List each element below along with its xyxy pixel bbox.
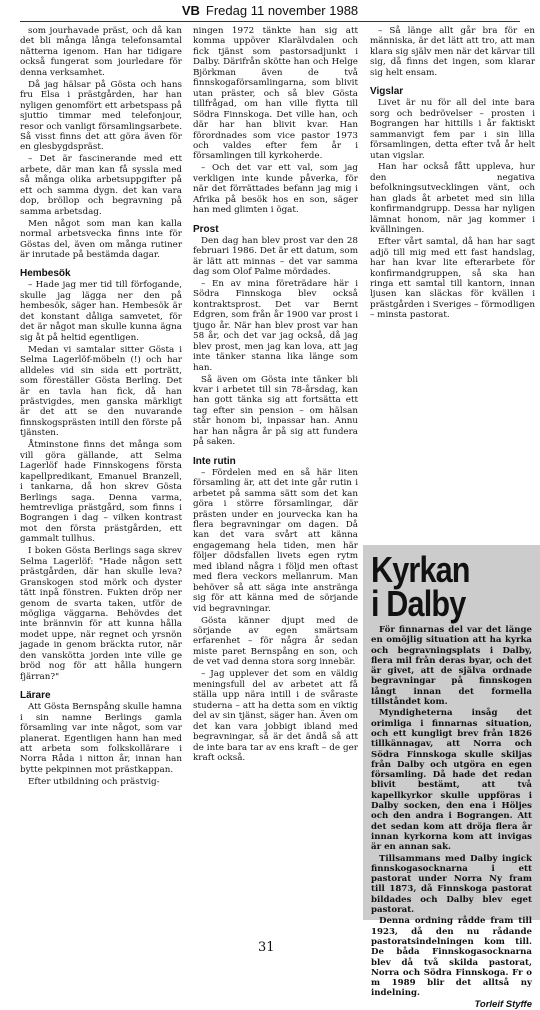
sidebar-paragraph: Myndigheterna insåg det orimliga i finnarnas situation, och ett kungligt brev från 1826 tillkännagav, att Norra och Södra Finnskoga skulle skiljas från Dalby och utgöra en egen församling. Då hade det redan blivit bestämt, att två kapellkyrkor skulle uppföras i Dalby socken, den ena i Höljes och den andra i Bograngen. Att det sedan kom att dröja flera år innan kyrkorna kom att invigas är en annan sak. — [371, 708, 532, 853]
sidebar-box — [363, 545, 540, 1010]
article-paragraph: Efter vårt samtal, då han har sagt adjö till mig med ett fast handslag, har han kvar lite efterarbete för konfirmandgruppen, så ska han ringa ett samtal till kantorn, innan ljusen kan släckas för kvällen i prästgården i Sveriges – förmodligen – minsta pastorat. — [370, 237, 535, 321]
article-paragraph: I boken Gösta Berlings saga skrev Selma Lagerlöf: "Hade någon sett prästgården, där han skulle leva? Granskogen stod mörk och dyster tätt inpå fönstren. Fukten dröp ner genom de svarta taken, utför de mögliga väggarna. Behövdes det inte brännvin för att kunna hålla modet uppe, när regnet och yrsnön jagade in genom bräckta rutor, när den vanskötta jorden inte ville ge bröd nog för att hålla hungern fjärran?" — [20, 546, 182, 682]
sidebar-paragraph: Denna ordning rådde fram till 1923, då den nu rådande pastoratsindelningen kom till. De båda Finnskogasocknarna blev då två skilda pastorat, Norra och Södra Finnskoga. Fr o m 1989 blir det alltså ny indelning. — [371, 916, 532, 999]
section-heading: Inte rutin — [193, 455, 236, 467]
sidebar-text — [371, 625, 532, 1010]
article-paragraph: – En av mina företrädare här i Södra Finnskoga blev också kontraktsprost. Det var Bernt Edgren, som från år 1900 var prost i tjugo år. När han blev prost var han 58 år, och det var jag också, då jag blev prost, men jag kan lova, att jag inte tänker stanna lika länge som han. — [193, 278, 358, 373]
section-heading: Vigslar — [370, 86, 404, 98]
article-paragraph: – Hade jag mer tid till förfogande, skulle jag lägga ner den på hembesök, säger han. Hembesök är det konstant dåliga samvetet, för det är något man skulle kunna ägna sig åt på heltid egentligen. — [20, 280, 182, 343]
article-paragraph: – Det är fascinerande med ett arbete, där man kan få syssla med så många olika arbetsuppgifter på ett och samma dygn. det kan vara dop, bröllop och begravning på samma arbetsdag. — [20, 154, 182, 217]
issue-date: Fredag 11 november 1988 — [205, 2, 359, 18]
article-paragraph: ningen 1972 tänkte han sig att komma uppöver Klarälvdalen och fick tjänst som pastorsadjunkt i Dalby. Därifrån sköttе han och Helge Björkman även de två finnskogaförsamlingarna, som blivit utan präster, och så blev Gösta tillfrågad, om han ville flytta till Södra Finnskoga. Det ville han, och där har han blivit kvar. Han förordnades som vice pastor 1973 och valdes efter fem år i församlingen till kyrkoherde. — [193, 26, 358, 162]
article-paragraph: Gösta känner djupt med de sörjande av egen smärtsam erfarenhet – för några år sedan miste paret Bernspång en son, och de vet vad denna stora sorg innebär. — [193, 615, 358, 668]
page-number: 31 — [258, 940, 275, 955]
article-paragraph: – Jag upplever det som en väldig meningsfull del av arbetet att få ställa upp nära intill i de svåraste studerna – att ha detta som en viktig del av sin tjänst, säger han. Även om det kan vara jobbigt ibland med begravningar, så är det ändå så att de inte bara tar av ens kraft – de ger kraft också. — [193, 669, 358, 763]
article-paragraph: Medan vi samtalar sitter Gösta i Selma Lagerlöf-möbeln (!) och har alldeles vid sin sida ett porträtt, som föreställer Gösta Berling. Det är en tavla han fick, då han prästvigdes, men ganska märkligt är det att se den nuvarande finnskogsprästen intill den förste på tjänsten. — [20, 344, 182, 439]
section-heading: Hembesök — [20, 268, 71, 280]
article-paragraph: Livet är nu för all del inte bara sorg och bedrövelser – prosten i Bograngen har hittills i år faktiskt sammanvigt fem par i sin lilla församlingen, detta efter två år helt utan vigslar. — [370, 98, 535, 161]
article-paragraph: Åtminstone finns det många som vill göra gällande, att Selma Lagerlöf hade Finnskogens första kapellpredikant, Emanuel Branzell, i tankarna, då hon skrev Gösta Berlings saga. Denna varma, hemtrevliga prästgård, som finns i Bograngen i dag – vilken kontrast mot den första prästgården, ett gammalt tullhus. — [20, 440, 182, 545]
sidebar-title-line-2: i Dalby — [371, 583, 466, 624]
article-paragraph: Så även om Gösta inte tänker bli kvar i arbetet till sin 78-årsdag, kan han gott tänka sig att fortsätta ett tag efter sin pension – om hälsan står honom bi, inpassar han. Annu har han några år på sig att fundera på saken. — [193, 374, 358, 448]
article-paragraph: som jourhavade präst, och då kan det bli många långa telefonsamtal nätterna igenom. Han har tidigare också fungerat som jourledare för denna verksamhet. — [20, 26, 182, 78]
header-rule — [20, 21, 520, 22]
section-heading: Prost — [193, 223, 219, 235]
sidebar-title — [371, 549, 508, 624]
article-paragraph: – Och det var ett val, som jag verkligen inte kunde påverka, för när det förrättades befann jag mig i Afrika på besök hos en son, säger han med glimten i ögat. — [193, 163, 358, 216]
article-paragraph: Efter utbildning och prästvig- — [28, 776, 160, 787]
article-paragraph: Då jag hälsar på Gösta och hans fru Elsa i prästgården, har han nyligen genomfört ett arbetspass på sjuttio timmar med telefonjour, resor och vanligt församlingsarbete. Så visst finns det att göra även för en glesbygdspräst. — [20, 79, 182, 153]
sidebar-title-line-1: Kyrkan — [371, 549, 470, 590]
article-column-1 — [20, 26, 182, 789]
article-paragraph: Den dag han blev prost var den 28 februari 1986. Det är ett datum, som är lätt att minnas – det var samma dag som Olof Palme mördades. — [193, 235, 358, 278]
article-paragraph: – Fördelen med en så här liten församling är, att det inte går rutin i arbetet på samma sätt som det kan göra i större församlingar, där prästen under en jourvecka kan ha flera begravningar om dagen. Då kan det vara svårt att känna engagemang hela tiden, men här följer dödsfallen livets egen rytm med ibland några i följd men oftast med flera veckors mellanrum. Man behöver så att säga inte anstränga sig för att känna med de sörjande vid begravningar. — [193, 467, 358, 614]
sidebar-author: Torleif Styffe — [474, 998, 532, 1010]
sidebar-paragraph: Tillsammans med Dalby ingick finnskogasocknarna i ett pastorat under Norra Ny fram till 1873, då Finnskoga pastorat bildades och Dalby blev eget pastorat. — [371, 853, 532, 916]
section-heading: Lärare — [20, 690, 51, 702]
article-paragraph: Att Gösta Bernspång skulle hamna i sin namne Berlings gamla församling var inte något, som var planerat. Egentligen hann han med att arbeta som folkskollärare i Norra Råda i nitton år, innan han bytte pekpinnen mot prästkappan. — [20, 702, 182, 775]
article-paragraph: Han har också fått uppleva, hur den negativa befolkningsutvecklingen vänt, och han glads åt arbetet med sin lilla konfirmandgrupp. Dessa har nyligen lämnat honom, när jag kommer i kvällningen. — [370, 162, 535, 236]
page-header — [0, 0, 540, 20]
article-paragraph: Men något som man kan kalla normal arbetsvecka finns inte för Göstas del, även om många rutiner är inrutade på bestämda dagar. — [20, 218, 182, 261]
article-paragraph: – Så länge allt går bra för en människa, är det lätt att tro, att man klara sig själv men när det kärvar till sig, då finns det ingen, som klarar sig helt ensam. — [370, 26, 535, 78]
article-column-3 — [370, 26, 535, 322]
newspaper-logo: VB — [181, 2, 200, 18]
sidebar-paragraph: För finnarnas del var det länge en omöjlig situation att ha kyrka och begravningsplats i Dalby, flera mil från deras byar, och det är givet, att de själva ordnade begravningar på finnskogen långt innan det formella tillståndet kom. — [371, 625, 532, 708]
article-column-2 — [193, 26, 358, 765]
